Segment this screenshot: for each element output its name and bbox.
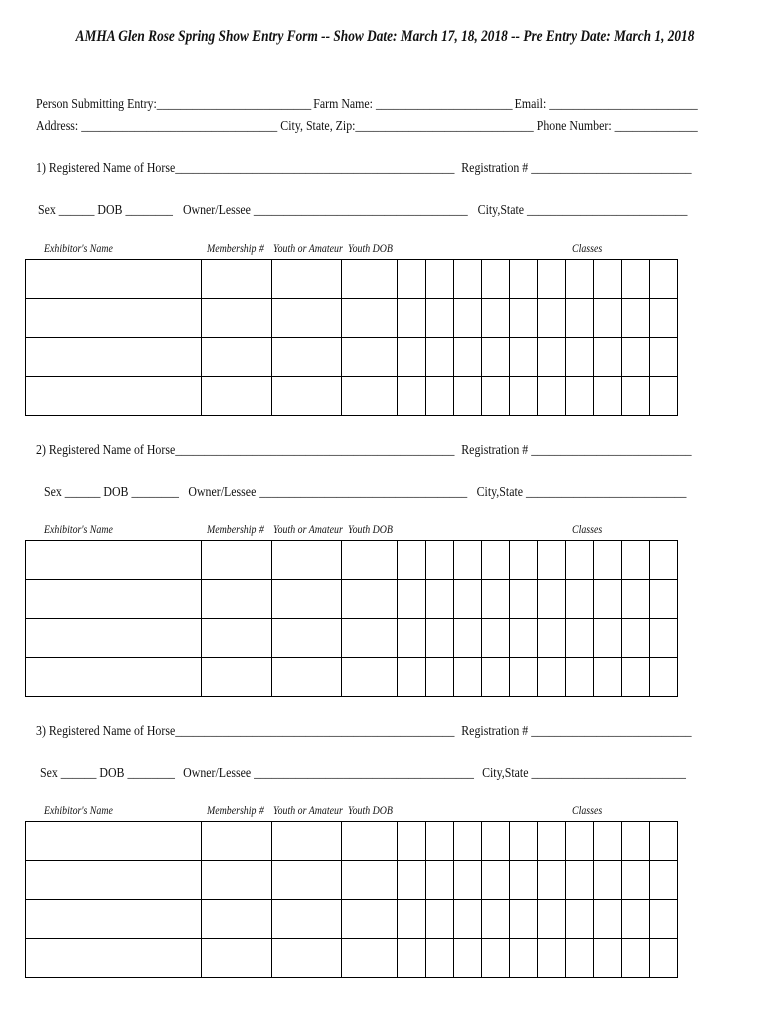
exhibitor-cell[interactable] <box>26 822 202 861</box>
youth-dob-cell[interactable] <box>342 580 398 619</box>
class-cell[interactable] <box>454 338 482 377</box>
membership-cell[interactable] <box>202 580 272 619</box>
class-cell[interactable] <box>622 861 650 900</box>
horse-1-name-line <box>36 160 692 176</box>
membership-cell[interactable] <box>202 900 272 939</box>
class-cell[interactable] <box>482 541 510 580</box>
class-cell[interactable] <box>538 299 566 338</box>
class-cell[interactable] <box>510 658 538 697</box>
youth-amateur-cell[interactable] <box>272 299 342 338</box>
class-cell[interactable] <box>398 900 426 939</box>
class-cell[interactable] <box>650 658 678 697</box>
horse-1-owner-field[interactable]: Owner/Lessee ____________________________________ <box>182 202 468 217</box>
youth-dob-cell[interactable] <box>342 939 398 978</box>
exhibitor-cell[interactable] <box>26 338 202 377</box>
class-cell[interactable] <box>426 580 454 619</box>
class-cell[interactable] <box>398 822 426 861</box>
class-cell[interactable] <box>566 619 594 658</box>
horse-2-name-field[interactable]: 2) Registered Name of Horse_______________________________________________ <box>36 442 455 457</box>
youth-dob-header: Youth DOB <box>348 524 393 536</box>
horse-3-city-state-field[interactable]: City,State __________________________ <box>482 765 686 780</box>
class-cell[interactable] <box>510 822 538 861</box>
class-cell[interactable] <box>398 658 426 697</box>
class-cell[interactable] <box>594 260 622 299</box>
class-cell[interactable] <box>538 338 566 377</box>
horse-3-owner-field[interactable]: Owner/Lessee _____________________________________ <box>183 765 474 780</box>
class-cell[interactable] <box>566 900 594 939</box>
horse-2-sex-dob-field[interactable]: Sex ______ DOB ________ <box>44 484 179 499</box>
class-cell[interactable] <box>594 658 622 697</box>
form-title: AMHA Glen Rose Spring Show Entry Form -- Show Date: March 17, 18, 2018 -- Pre Entry Date: March 1, 2018 <box>75 28 695 45</box>
class-cell[interactable] <box>454 541 482 580</box>
class-cell[interactable] <box>566 658 594 697</box>
class-cell[interactable] <box>454 658 482 697</box>
class-cell[interactable] <box>650 822 678 861</box>
class-cell[interactable] <box>454 861 482 900</box>
class-cell[interactable] <box>622 338 650 377</box>
class-cell[interactable] <box>538 260 566 299</box>
class-cell[interactable] <box>454 299 482 338</box>
class-cell[interactable] <box>426 338 454 377</box>
exhibitor-name-header: Exhibitor's Name <box>44 805 113 817</box>
class-cell[interactable] <box>566 939 594 978</box>
youth-amateur-cell[interactable] <box>272 822 342 861</box>
horse-1-city-state-field[interactable]: City,State ___________________________ <box>477 202 688 217</box>
class-cell[interactable] <box>482 619 510 658</box>
table-row <box>26 541 678 580</box>
class-cell[interactable] <box>622 580 650 619</box>
exhibitor-cell[interactable] <box>26 619 202 658</box>
horse-2-entry-table <box>25 540 678 697</box>
class-cell[interactable] <box>426 541 454 580</box>
class-cell[interactable] <box>594 619 622 658</box>
class-cell[interactable] <box>650 260 678 299</box>
exhibitor-cell[interactable] <box>26 377 202 416</box>
class-cell[interactable] <box>622 822 650 861</box>
horse-3-entry-table <box>25 821 678 978</box>
table-row <box>26 861 678 900</box>
class-cell[interactable] <box>566 580 594 619</box>
horse-1-entry-table <box>25 259 678 416</box>
farm-name-field[interactable]: Farm Name: _______________________ <box>313 96 513 111</box>
class-cell[interactable] <box>622 541 650 580</box>
youth-amateur-header: Youth or Amateur <box>273 805 343 817</box>
class-cell[interactable] <box>426 299 454 338</box>
horse-3-table-header <box>0 805 770 819</box>
class-cell[interactable] <box>538 861 566 900</box>
youth-dob-cell[interactable] <box>342 822 398 861</box>
class-cell[interactable] <box>650 861 678 900</box>
class-cell[interactable] <box>594 580 622 619</box>
class-cell[interactable] <box>566 299 594 338</box>
horse-1-registration-field[interactable]: Registration # ___________________________ <box>461 160 692 175</box>
class-cell[interactable] <box>398 338 426 377</box>
class-cell[interactable] <box>622 299 650 338</box>
city-state-zip-field[interactable]: City, State, Zip:______________________________ <box>280 118 534 133</box>
class-cell[interactable] <box>426 822 454 861</box>
youth-amateur-cell[interactable] <box>272 541 342 580</box>
class-cell[interactable] <box>622 377 650 416</box>
class-cell[interactable] <box>594 541 622 580</box>
email-field[interactable]: Email: _________________________ <box>514 96 698 111</box>
table-row <box>26 939 678 978</box>
horse-1-sex-dob-field[interactable]: Sex ______ DOB ________ <box>38 202 173 217</box>
class-cell[interactable] <box>538 822 566 861</box>
class-cell[interactable] <box>454 260 482 299</box>
class-cell[interactable] <box>538 580 566 619</box>
youth-amateur-cell[interactable] <box>272 580 342 619</box>
youth-amateur-cell[interactable] <box>272 619 342 658</box>
class-cell[interactable] <box>482 377 510 416</box>
class-cell[interactable] <box>566 377 594 416</box>
membership-cell[interactable] <box>202 541 272 580</box>
class-cell[interactable] <box>510 939 538 978</box>
table-body <box>26 541 678 697</box>
class-cell[interactable] <box>510 299 538 338</box>
horse-2-owner-field[interactable]: Owner/Lessee ___________________________________ <box>188 484 468 499</box>
class-cell[interactable] <box>538 900 566 939</box>
class-cell[interactable] <box>566 822 594 861</box>
exhibitor-cell[interactable] <box>26 900 202 939</box>
horse-2-city-state-field[interactable]: City,State ___________________________ <box>476 484 687 499</box>
youth-dob-header: Youth DOB <box>348 805 393 817</box>
youth-dob-cell[interactable] <box>342 377 398 416</box>
phone-number-field[interactable]: Phone Number: ______________ <box>536 118 698 133</box>
class-cell[interactable] <box>482 658 510 697</box>
class-cell[interactable] <box>454 939 482 978</box>
membership-cell[interactable] <box>202 822 272 861</box>
class-cell[interactable] <box>482 822 510 861</box>
class-cell[interactable] <box>426 658 454 697</box>
class-cell[interactable] <box>538 658 566 697</box>
table-row <box>26 658 678 697</box>
horse-2-table-header <box>0 524 770 538</box>
class-cell[interactable] <box>454 580 482 619</box>
class-cell[interactable] <box>594 377 622 416</box>
horse-2-details-line <box>44 484 686 500</box>
class-cell[interactable] <box>566 260 594 299</box>
class-cell[interactable] <box>650 299 678 338</box>
class-cell[interactable] <box>482 299 510 338</box>
submitter-line <box>36 96 698 112</box>
youth-dob-cell[interactable] <box>342 338 398 377</box>
class-cell[interactable] <box>594 338 622 377</box>
classes-header: Classes <box>572 243 603 255</box>
membership-header: Membership # <box>207 524 264 536</box>
exhibitor-cell[interactable] <box>26 580 202 619</box>
class-cell[interactable] <box>510 900 538 939</box>
class-cell[interactable] <box>538 619 566 658</box>
exhibitor-cell[interactable] <box>26 861 202 900</box>
class-cell[interactable] <box>650 377 678 416</box>
class-cell[interactable] <box>398 619 426 658</box>
class-cell[interactable] <box>538 377 566 416</box>
class-cell[interactable] <box>398 939 426 978</box>
youth-amateur-cell[interactable] <box>272 338 342 377</box>
youth-dob-cell[interactable] <box>342 900 398 939</box>
membership-cell[interactable] <box>202 338 272 377</box>
membership-header: Membership # <box>207 805 264 817</box>
membership-header: Membership # <box>207 243 264 255</box>
youth-dob-cell[interactable] <box>342 658 398 697</box>
youth-dob-cell[interactable] <box>342 260 398 299</box>
class-cell[interactable] <box>482 939 510 978</box>
youth-dob-header: Youth DOB <box>348 243 393 255</box>
table-row <box>26 619 678 658</box>
address-line <box>36 118 698 134</box>
table-row <box>26 338 678 377</box>
horse-2-registration-field[interactable]: Registration # ___________________________ <box>461 442 692 457</box>
membership-cell[interactable] <box>202 658 272 697</box>
class-cell[interactable] <box>398 580 426 619</box>
youth-dob-cell[interactable] <box>342 619 398 658</box>
youth-dob-cell[interactable] <box>342 541 398 580</box>
class-cell[interactable] <box>426 861 454 900</box>
horse-3-name-field[interactable]: 3) Registered Name of Horse_______________________________________________ <box>36 723 455 738</box>
class-cell[interactable] <box>566 541 594 580</box>
class-cell[interactable] <box>482 580 510 619</box>
horse-1-table-header <box>0 243 770 257</box>
horse-1-details-line <box>38 202 687 218</box>
class-cell[interactable] <box>482 861 510 900</box>
class-cell[interactable] <box>594 900 622 939</box>
horse-3-details-line <box>40 765 686 781</box>
class-cell[interactable] <box>510 260 538 299</box>
class-cell[interactable] <box>482 900 510 939</box>
classes-header: Classes <box>572 805 603 817</box>
horse-3-name-line <box>36 723 692 739</box>
table-row <box>26 377 678 416</box>
classes-header: Classes <box>572 524 603 536</box>
membership-cell[interactable] <box>202 299 272 338</box>
table-row <box>26 580 678 619</box>
class-cell[interactable] <box>538 541 566 580</box>
youth-dob-cell[interactable] <box>342 861 398 900</box>
class-cell[interactable] <box>426 939 454 978</box>
youth-amateur-cell[interactable] <box>272 658 342 697</box>
table-body <box>26 260 678 416</box>
class-cell[interactable] <box>594 299 622 338</box>
class-cell[interactable] <box>482 338 510 377</box>
horse-1-name-field[interactable]: 1) Registered Name of Horse_______________________________________________ <box>36 160 455 175</box>
class-cell[interactable] <box>398 861 426 900</box>
horse-3-sex-dob-field[interactable]: Sex ______ DOB ________ <box>40 765 175 780</box>
class-cell[interactable] <box>454 619 482 658</box>
class-cell[interactable] <box>510 377 538 416</box>
class-cell[interactable] <box>566 861 594 900</box>
class-cell[interactable] <box>510 619 538 658</box>
class-cell[interactable] <box>650 900 678 939</box>
membership-cell[interactable] <box>202 377 272 416</box>
youth-amateur-cell[interactable] <box>272 900 342 939</box>
exhibitor-cell[interactable] <box>26 541 202 580</box>
table-row <box>26 260 678 299</box>
exhibitor-cell[interactable] <box>26 260 202 299</box>
class-cell[interactable] <box>454 900 482 939</box>
table-row <box>26 822 678 861</box>
class-cell[interactable] <box>426 900 454 939</box>
class-cell[interactable] <box>482 260 510 299</box>
youth-amateur-cell[interactable] <box>272 377 342 416</box>
class-cell[interactable] <box>510 338 538 377</box>
youth-amateur-cell[interactable] <box>272 861 342 900</box>
class-cell[interactable] <box>426 377 454 416</box>
youth-amateur-cell[interactable] <box>272 939 342 978</box>
class-cell[interactable] <box>650 338 678 377</box>
table-row <box>26 900 678 939</box>
class-cell[interactable] <box>398 377 426 416</box>
class-cell[interactable] <box>426 619 454 658</box>
class-cell[interactable] <box>594 861 622 900</box>
membership-cell[interactable] <box>202 861 272 900</box>
class-cell[interactable] <box>622 658 650 697</box>
youth-amateur-cell[interactable] <box>272 260 342 299</box>
horse-2-name-line <box>36 442 692 458</box>
class-cell[interactable] <box>510 541 538 580</box>
class-cell[interactable] <box>594 822 622 861</box>
class-cell[interactable] <box>398 541 426 580</box>
membership-cell[interactable] <box>202 619 272 658</box>
class-cell[interactable] <box>398 299 426 338</box>
class-cell[interactable] <box>622 619 650 658</box>
class-cell[interactable] <box>510 580 538 619</box>
class-cell[interactable] <box>650 939 678 978</box>
class-cell[interactable] <box>650 580 678 619</box>
class-cell[interactable] <box>650 619 678 658</box>
exhibitor-name-header: Exhibitor's Name <box>44 243 113 255</box>
exhibitor-cell[interactable] <box>26 299 202 338</box>
class-cell[interactable] <box>454 822 482 861</box>
class-cell[interactable] <box>510 861 538 900</box>
membership-cell[interactable] <box>202 939 272 978</box>
class-cell[interactable] <box>622 260 650 299</box>
table-body <box>26 822 678 978</box>
class-cell[interactable] <box>538 939 566 978</box>
youth-amateur-header: Youth or Amateur <box>273 524 343 536</box>
exhibitor-cell[interactable] <box>26 658 202 697</box>
horse-3-registration-field[interactable]: Registration # ___________________________ <box>461 723 692 738</box>
class-cell[interactable] <box>426 260 454 299</box>
class-cell[interactable] <box>650 541 678 580</box>
person-submitting-field[interactable]: Person Submitting Entry:__________________________ <box>36 96 312 111</box>
class-cell[interactable] <box>622 939 650 978</box>
class-cell[interactable] <box>566 338 594 377</box>
exhibitor-cell[interactable] <box>26 939 202 978</box>
youth-amateur-header: Youth or Amateur <box>273 243 343 255</box>
class-cell[interactable] <box>454 377 482 416</box>
youth-dob-cell[interactable] <box>342 299 398 338</box>
membership-cell[interactable] <box>202 260 272 299</box>
class-cell[interactable] <box>398 260 426 299</box>
class-cell[interactable] <box>622 900 650 939</box>
address-field[interactable]: Address: _________________________________ <box>36 118 278 133</box>
exhibitor-name-header: Exhibitor's Name <box>44 524 113 536</box>
class-cell[interactable] <box>594 939 622 978</box>
table-row <box>26 299 678 338</box>
